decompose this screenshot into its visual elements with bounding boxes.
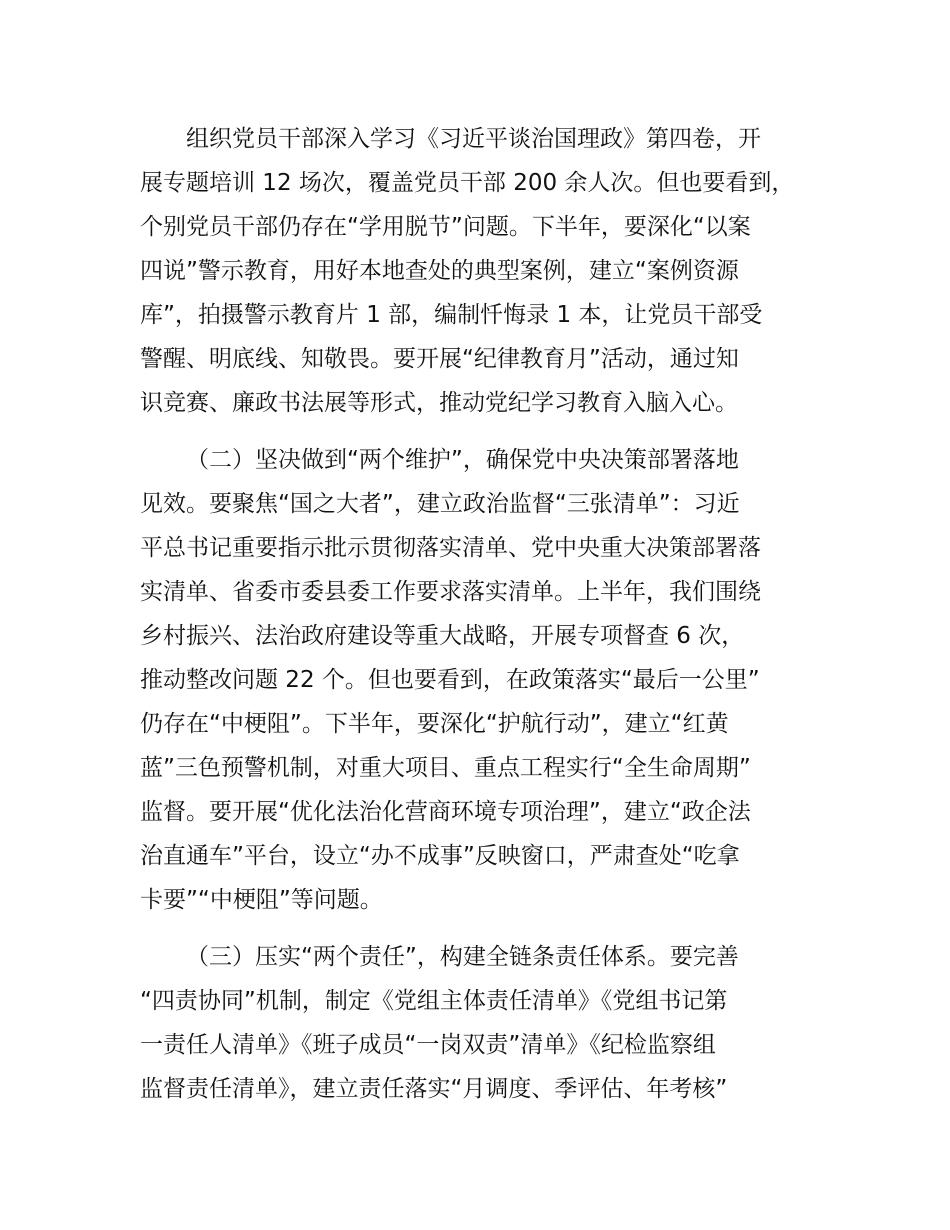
paragraph-3 (140, 935, 830, 1111)
text-line: 卡要”“中梗阻”等问题。 (140, 887, 383, 913)
text-line: 四说”警示教育，用好本地查处的典型案例，建立“案例资源 (140, 258, 739, 284)
text-line: “四责协同”机制，制定《党组主体责任清单》《党组书记第 (140, 988, 728, 1014)
text-line: 个别党员干部仍存在“学用脱节”问题。下半年，要深化“以案 (140, 214, 751, 240)
text-line: 警醒、明底线、知敬畏。要开展“纪律教育月”活动，通过知 (140, 346, 739, 372)
text-line: 组织党员干部深入学习《习近平谈治国理政》第四卷，开 (186, 126, 761, 152)
text-line: 治直通车”平台，设立“办不成事”反映窗口，严肃查处“吃拿 (140, 843, 740, 869)
text-line: 识竞赛、廉政书法展等形式，推动党纪学习教育入脑入心。 (140, 390, 738, 416)
text-line: 展专题培训 12 场次，覆盖党员干部 200 余人次。但也要看到， (140, 170, 795, 196)
text-line: 一责任人清单》《班子成员“一岗双责”清单》《纪检监察组 (140, 1032, 716, 1058)
text-line: 蓝”三色预警机制，对重大项目、重点工程实行“全生命周期” (140, 755, 751, 781)
text-line: （三）压实“两个责任”，构建全链条责任体系。要完善 (186, 944, 739, 970)
text-line: 监督责任清单》，建立责任落实“月调度、季评估、年考核” (140, 1076, 728, 1102)
paragraph-1 (140, 117, 830, 425)
text-line: 仍存在“中梗阻”。下半年，要深化“护航行动”，建立“红黄 (140, 711, 729, 737)
text-line: 乡村振兴、法治政府建设等重大战略，开展专项督查 6 次， (140, 623, 745, 649)
text-line: 平总书记重要指示批示贯彻落实清单、党中央重大决策部署落 (140, 535, 761, 561)
paragraph-2 (140, 438, 830, 922)
text-line: 库”，拍摄警示教育片 1 部，编制忏悔录 1 本，让党员干部受 (140, 302, 763, 328)
text-line: 见效。要聚焦“国之大者”，建立政治监督“三张清单”：习近 (140, 491, 740, 517)
text-line: 推动整改问题 22 个。但也要看到，在政策落实“最后一公里” (140, 667, 760, 693)
text-line: （二）坚决做到“两个维护”，确保党中央决策部署落地 (186, 447, 739, 473)
document-body (140, 117, 830, 1124)
text-line: 监督。要开展“优化法治化营商环境专项治理”，建立“政企法 (140, 799, 751, 825)
text-line: 实清单、省委市委县委工作要求落实清单。上半年，我们围绕 (140, 579, 761, 605)
